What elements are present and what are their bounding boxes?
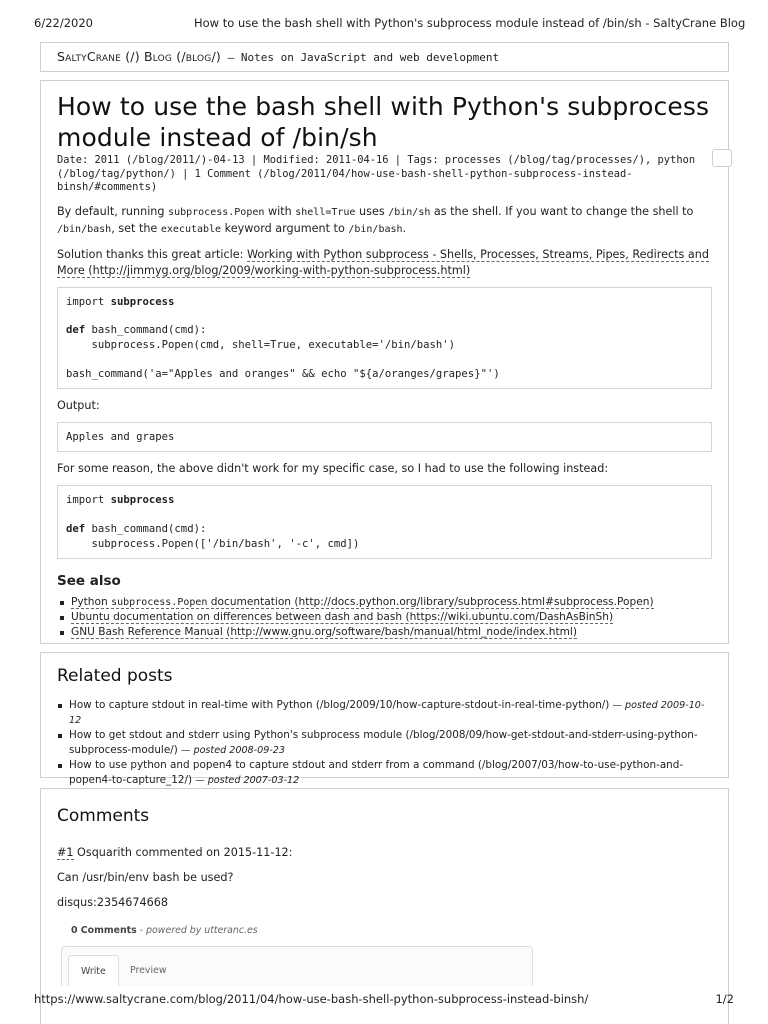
related-posts-card	[40, 652, 729, 786]
intro-paragraph: By default, running subprocess.Popen with shell=True uses /bin/sh as the shell. If you want to change the shell to /bin/bash, set the executable keyword argument to /bin/bash.	[57, 204, 694, 235]
print-url: https://www.saltycrane.com/blog/2011/04/how-use-bash-shell-python-subprocess-instead-binsh/	[34, 992, 589, 1006]
disqus-id: disqus:2354674668	[57, 896, 169, 909]
comments-card	[40, 788, 729, 1024]
reason-paragraph: For some reason, the above didn't work for my specific case, so I had to use the following instead:	[57, 462, 609, 476]
utterances-powered-link[interactable]: - powered by utteranc.es	[136, 925, 258, 936]
see-also-list	[59, 595, 712, 640]
post-title: How to use the bash shell with Python's subprocess module instead of /bin/sh	[57, 92, 710, 152]
post-meta: Date: 2011 (/blog/2011/)-04-13 | Modified: 2011-04-16 | Tags: processes (/blog/tag/processes/), python (/blog/tag/python/) | 1 Comment (/blog/2011/04/how-use-bash-shell-python-subprocess-instead-binsh/#comments)	[57, 154, 696, 193]
related-post-link[interactable]: How to use python and popen4 to capture stdout and stderr from a command (/blog/2007/03/how-to-use-python-and-popen4-to-capture_12/)	[69, 759, 684, 786]
related-posts-title: Related posts	[57, 666, 173, 686]
related-post-link[interactable]: How to capture stdout in real-time with Python (/blog/2009/10/how-capture-stdout-in-real-time-python/)	[69, 699, 610, 711]
list-item	[59, 610, 712, 625]
comment-count: 0 Comments	[71, 925, 137, 936]
tab-write[interactable]: Write	[68, 955, 119, 987]
print-title: How to use the bash shell with Python's subprocess module instead of /bin/sh - SaltyCrane Blog	[194, 16, 746, 30]
list-item	[59, 625, 712, 640]
python-docs-link[interactable]: Python subprocess.Popen documentation (http://docs.python.org/library/subprocess.html#subprocess.Popen)	[71, 595, 654, 608]
print-header	[34, 16, 746, 32]
site-header	[40, 42, 729, 72]
print-footer	[34, 992, 734, 1008]
tab-preview[interactable]: Preview	[130, 965, 167, 976]
comment-author-line: Osquarith commented on 2015-11-12:	[73, 846, 293, 859]
comment-body: Can /usr/bin/env bash be used?	[57, 871, 234, 884]
solution-paragraph: Solution thanks this great article: Working with Python subprocess - Shells, Processes, Streams, Pipes, Redirects and More (http://jimmyg.org/blog/2009/working-with-python-subprocess.html)	[57, 247, 709, 277]
utterances-header	[71, 925, 712, 936]
related-post-link[interactable]: How to get stdout and stderr using Python's subprocess module (/blog/2008/09/how-get-stdout-and-stderr-using-python-subprocess-module/)	[69, 729, 698, 756]
ubuntu-docs-link[interactable]: Ubuntu documentation on differences between dash and bash (https://wiki.ubuntu.com/DashAsBinSh)	[71, 610, 614, 623]
comment-anchor-link[interactable]: #1	[57, 846, 74, 859]
comment-editor	[61, 946, 533, 986]
posted-date: — posted 2008-09-23	[177, 745, 285, 756]
list-item	[59, 595, 712, 610]
see-also-heading: See also	[57, 572, 121, 589]
code-block-1: import subprocess def bash_command(cmd): subprocess.Popen(cmd, shell=True, executable='/bin/bash') bash_command('a="Apples and oranges" && echo "${a/oranges/grapes}"')	[57, 287, 712, 389]
scroll-corner-widget	[712, 149, 732, 167]
site-brand-link[interactable]: SaltyCrane (/) Blog (/blog/)	[57, 49, 221, 64]
site-tagline: — Notes on JavaScript and web development	[220, 51, 500, 64]
comment-header	[57, 845, 712, 861]
bash-manual-link[interactable]: GNU Bash Reference Manual (http://www.gnu.org/software/bash/manual/html_node/index.html)	[71, 625, 578, 638]
code-block-2: import subprocess def bash_command(cmd): subprocess.Popen(['/bin/bash', '-c', cmd])	[57, 485, 712, 559]
list-item	[57, 728, 712, 758]
output-code-block: Apples and grapes	[57, 422, 712, 452]
output-label: Output:	[57, 398, 100, 412]
solution-article-link[interactable]: Working with Python subprocess - Shells, Processes, Streams, Pipes, Redirects and More (http://jimmyg.org/blog/2009/working-with-python-subprocess.html)	[57, 247, 709, 277]
posted-date: — posted 2007-03-12	[192, 775, 300, 786]
article-card	[40, 80, 729, 644]
comments-title: Comments	[57, 806, 150, 826]
print-date: 6/22/2020	[34, 16, 93, 30]
related-posts-list	[57, 698, 712, 788]
list-item	[57, 698, 712, 728]
posted-date: — posted 2009-10-12	[69, 700, 705, 726]
list-item	[57, 758, 712, 788]
page-number: 1/2	[715, 992, 734, 1006]
